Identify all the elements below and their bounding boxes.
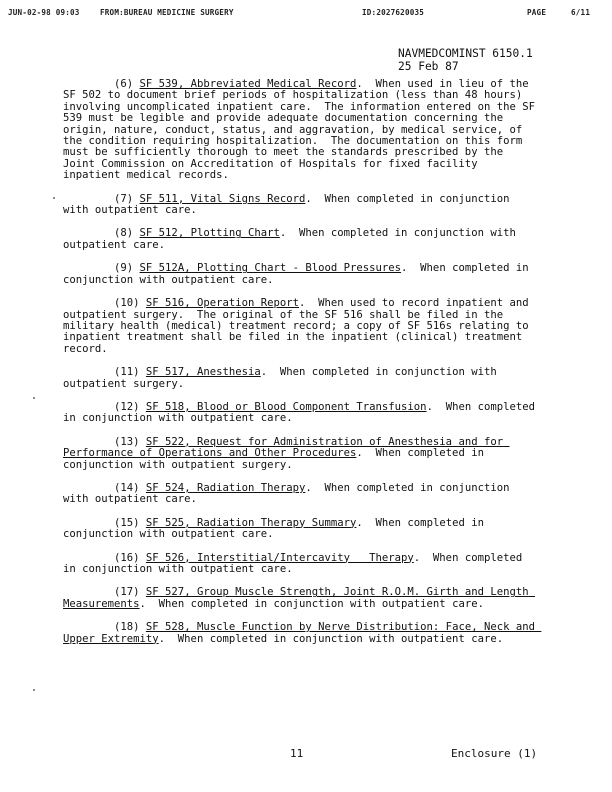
paragraph: [63, 79, 541, 182]
paragraph-text: . When completed in conjunction with outpatient care.: [63, 516, 491, 541]
paragraph-indent: [63, 262, 114, 274]
fax-date-time: JUN-02-98 09:03: [8, 8, 80, 17]
paragraph-text: . When completed in conjunction with outpatient care.: [63, 227, 523, 251]
paragraph: [63, 437, 541, 471]
page-number: 11: [290, 747, 304, 760]
paragraph: [63, 228, 541, 251]
paragraph-indent: [63, 366, 114, 378]
paragraph: [63, 483, 541, 506]
paragraph-number: (11): [114, 366, 146, 379]
paragraph-text: . When completed in conjunction with outpatient surgery.: [63, 366, 504, 390]
form-title: SF 539, Abbreviated Medical Record: [139, 78, 357, 90]
paragraph: [63, 518, 541, 541]
paragraph-text: . When completed in conjunction with outpatient care.: [63, 551, 529, 575]
paragraph-indent: [63, 482, 114, 494]
paragraph: [63, 622, 541, 645]
form-title: SF 527, Group Muscle Strength, Joint R.O.M. Girth and Length Measurements: [63, 586, 535, 610]
paragraph-text: . When completed in conjunction with outpatient surgery.: [63, 447, 491, 471]
paragraph-text: . When used to record inpatient and outpatient surgery. The original of the SF 516 shall be filed in the military health (medical) treatment record; a copy of SF 516s relating to inpatient treatment shall be filed in the inpatient (clinical) treatment record.: [63, 297, 535, 355]
paragraph-number: (16): [114, 551, 146, 564]
paragraph: [63, 367, 541, 390]
paragraph-text: . When completed in conjunction with outpatient care.: [63, 400, 542, 425]
paragraph: [63, 263, 541, 286]
scan-speck: [33, 689, 35, 691]
enclosure-label: Enclosure (1): [451, 747, 538, 760]
paragraph: [63, 194, 541, 217]
paragraph: [63, 587, 541, 610]
form-title: SF 526, Interstitial/Intercavity Therapy: [145, 551, 414, 564]
scan-speck: [33, 397, 35, 399]
paragraph-indent: [63, 193, 114, 205]
form-title: SF 517, Anesthesia: [145, 366, 261, 379]
fax-id: ID:2027620035: [362, 8, 425, 17]
paragraph-text: . When completed in conjunction with outpatient care.: [139, 597, 484, 610]
instruction-date: 25 Feb 87: [398, 60, 459, 73]
form-title: SF 512A, Plotting Chart - Blood Pressures: [139, 262, 402, 275]
paragraph: [63, 298, 541, 355]
paragraph-number: (6): [114, 78, 140, 90]
form-title: SF 516, Operation Report: [145, 297, 299, 310]
paragraph-indent: [63, 436, 114, 448]
paragraph-text: . When completed in conjunction with outpatient care.: [158, 632, 504, 645]
form-title: SF 528, Muscle Function by Nerve Distribution: Face, Neck and Upper Extremity: [63, 621, 542, 645]
paragraph-text: . When completed in conjunction with outpatient care.: [63, 262, 535, 286]
paragraph-text: . When completed in conjunction with outpatient care.: [63, 481, 516, 506]
paragraph-number: (13): [114, 435, 146, 448]
form-title: SF 525, Radiation Therapy Summary: [145, 516, 357, 529]
scan-speck: [53, 197, 55, 199]
form-title: SF 512, Plotting Chart: [139, 227, 280, 240]
form-title: SF 511, Vital Signs Record: [139, 192, 306, 205]
paragraph-indent: [63, 621, 114, 633]
form-title: SF 518, Blood or Blood Component Transfusion: [145, 400, 427, 413]
paragraph-indent: [63, 517, 114, 529]
fax-from: FROM:BUREAU MEDICINE SURGERY: [100, 8, 234, 17]
paragraph-indent: [63, 227, 114, 239]
document-body: [63, 79, 541, 657]
fax-page-label: PAGE: [527, 8, 547, 17]
paragraph-indent: [63, 552, 114, 564]
form-title: SF 522, Request for Administration of Anesthesia and for Performance of Operations and Other Procedures: [63, 435, 510, 460]
paragraph-indent: [63, 401, 114, 413]
instruction-number: NAVMEDCOMINST 6150.1: [398, 47, 533, 60]
paragraph-number: (17): [114, 586, 146, 599]
paragraph-number: (12): [114, 400, 146, 413]
paragraph-indent: [63, 78, 114, 90]
paragraph-number: (18): [114, 621, 146, 634]
paragraph-number: (15): [114, 516, 146, 529]
paragraph-indent: [63, 297, 114, 309]
paragraph-text: . When used in lieu of the SF 502 to document brief periods of hospitalization (less than 48 hours) involving uncomplicated inpatient care. The information entered on the SF 539 must be legible and provide adequate documentation concerning the origin, nature, conduct, status, and aggravation, by medical service, of the condition requiring hospitalization. The documentation on this form must be sufficiently thorough to meet the standards prescribed by the Joint Commission on Accreditation of Hospitals for fixed facility inpatient medical records.: [63, 78, 542, 182]
paragraph-number: (7): [114, 192, 140, 205]
form-title: SF 524, Radiation Therapy: [145, 481, 306, 494]
paragraph-indent: [63, 586, 114, 598]
fax-page-number: 6/11: [571, 8, 591, 17]
paragraph-number: (9): [114, 262, 140, 275]
paragraph: [63, 553, 541, 576]
document-identifier: [398, 47, 533, 73]
paragraph-text: . When completed in conjunction with outpatient care.: [63, 192, 516, 217]
paragraph: [63, 402, 541, 425]
paragraph-number: (10): [114, 297, 146, 310]
paragraph-number: (14): [114, 481, 146, 494]
paragraph-number: (8): [114, 227, 140, 240]
